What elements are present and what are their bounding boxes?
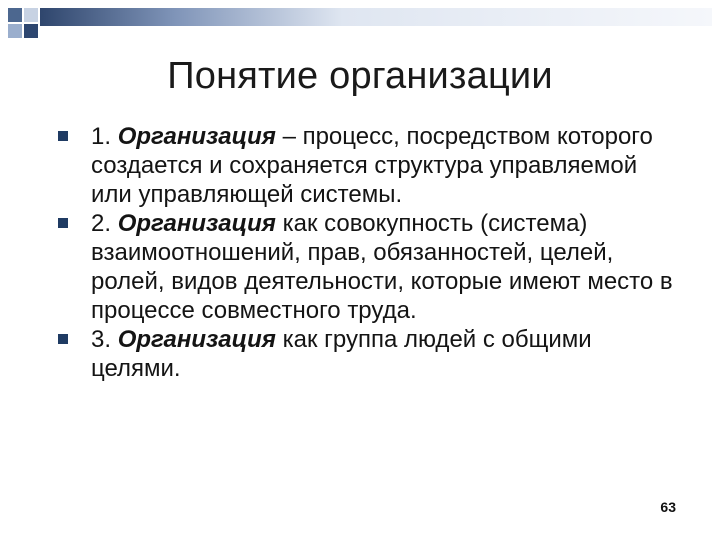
term: Организация — [117, 210, 276, 237]
top-decorative-band — [40, 8, 712, 26]
item-number: 3. — [91, 326, 118, 353]
square-bullet-icon — [58, 218, 68, 228]
term: Организация — [117, 326, 276, 353]
item-number: 1. — [91, 123, 118, 150]
page-number: 63 — [660, 499, 676, 515]
list-item — [58, 209, 678, 325]
item-text: как совокупность (система) взаимоотношений, прав, обязанностей, целей, ролей, видов деятельности, которые имеют место в процессе совместного труда. — [91, 210, 673, 324]
term: Организация — [117, 123, 276, 150]
list-item — [58, 122, 678, 209]
list-item — [58, 325, 678, 383]
slide-title: Понятие организации — [167, 55, 553, 97]
square-bullet-icon — [58, 131, 68, 141]
slide-content — [58, 122, 678, 383]
item-text: как группа людей с общими целями. — [91, 326, 592, 382]
square-bullet-icon — [58, 334, 68, 344]
item-number: 2. — [91, 210, 118, 237]
item-text: – процесс, посредством которого создается и сохраняется структура управляемой или управляющей системы. — [91, 123, 653, 208]
